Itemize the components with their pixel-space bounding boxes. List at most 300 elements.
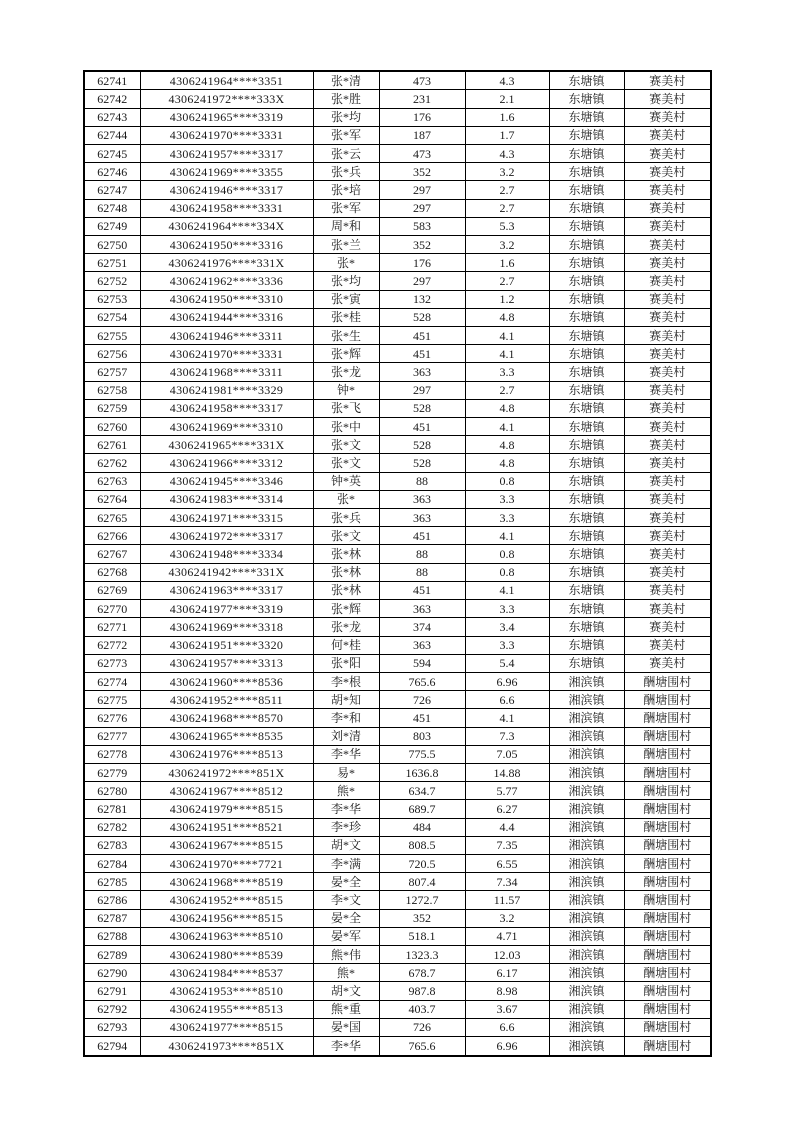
area-cell: 6.6 <box>465 691 549 709</box>
name-cell: 李*珍 <box>313 818 379 836</box>
table-row <box>84 1000 711 1018</box>
area-cell: 3.2 <box>465 163 549 181</box>
table-row <box>84 891 711 909</box>
town-cell: 东塘镇 <box>549 90 624 108</box>
name-cell: 李*华 <box>313 745 379 763</box>
amount-cell: 88 <box>379 472 465 490</box>
table-row <box>84 964 711 982</box>
table-row <box>84 126 711 144</box>
area-cell: 3.3 <box>465 600 549 618</box>
amount-cell: 363 <box>379 509 465 527</box>
village-cell: 酬塘围村 <box>624 836 711 854</box>
amount-cell: 176 <box>379 254 465 272</box>
id-number-cell: 4306241977****8515 <box>140 1018 313 1036</box>
table-row <box>84 163 711 181</box>
area-cell: 5.4 <box>465 654 549 672</box>
town-cell: 湘滨镇 <box>549 727 624 745</box>
id-number-cell: 4306241970****3331 <box>140 126 313 144</box>
area-cell: 4.1 <box>465 345 549 363</box>
id-number-cell: 4306241948****3334 <box>140 545 313 563</box>
id-number-cell: 4306241960****8536 <box>140 672 313 690</box>
village-cell: 赛美村 <box>624 199 711 217</box>
id-number-cell: 4306241964****3351 <box>140 71 313 90</box>
name-cell: 李*满 <box>313 854 379 872</box>
area-cell: 4.1 <box>465 709 549 727</box>
village-cell: 赛美村 <box>624 290 711 308</box>
village-cell: 酬塘围村 <box>624 782 711 800</box>
village-cell: 酬塘围村 <box>624 800 711 818</box>
village-cell: 赛美村 <box>624 71 711 90</box>
table-row <box>84 909 711 927</box>
village-cell: 酬塘围村 <box>624 1018 711 1036</box>
id-number-cell: 4306241967****8512 <box>140 782 313 800</box>
serial-cell: 62754 <box>84 308 140 326</box>
town-cell: 东塘镇 <box>549 563 624 581</box>
serial-cell: 62774 <box>84 672 140 690</box>
serial-cell: 62758 <box>84 381 140 399</box>
town-cell: 湘滨镇 <box>549 964 624 982</box>
id-number-cell: 4306241980****8539 <box>140 945 313 963</box>
serial-cell: 62790 <box>84 964 140 982</box>
village-cell: 赛美村 <box>624 126 711 144</box>
town-cell: 东塘镇 <box>549 272 624 290</box>
amount-cell: 363 <box>379 600 465 618</box>
serial-cell: 62741 <box>84 71 140 90</box>
village-cell: 赛美村 <box>624 181 711 199</box>
name-cell: 熊* <box>313 964 379 982</box>
id-number-cell: 4306241950****3316 <box>140 236 313 254</box>
name-cell: 熊* <box>313 782 379 800</box>
village-cell: 赛美村 <box>624 145 711 163</box>
area-cell: 0.8 <box>465 545 549 563</box>
serial-cell: 62773 <box>84 654 140 672</box>
town-cell: 湘滨镇 <box>549 945 624 963</box>
amount-cell: 297 <box>379 272 465 290</box>
serial-cell: 62755 <box>84 327 140 345</box>
id-number-cell: 4306241967****8515 <box>140 836 313 854</box>
town-cell: 东塘镇 <box>549 71 624 90</box>
amount-cell: 297 <box>379 381 465 399</box>
village-cell: 酬塘围村 <box>624 909 711 927</box>
name-cell: 钟* <box>313 381 379 399</box>
serial-cell: 62789 <box>84 945 140 963</box>
amount-cell: 132 <box>379 290 465 308</box>
town-cell: 湘滨镇 <box>549 982 624 1000</box>
name-cell: 李*文 <box>313 891 379 909</box>
table-row <box>84 636 711 654</box>
table-row <box>84 490 711 508</box>
name-cell: 晏*国 <box>313 1018 379 1036</box>
name-cell: 易* <box>313 763 379 781</box>
serial-cell: 62761 <box>84 436 140 454</box>
id-number-cell: 4306241972****333X <box>140 90 313 108</box>
table-row <box>84 618 711 636</box>
serial-cell: 62782 <box>84 818 140 836</box>
id-number-cell: 4306241946****3311 <box>140 327 313 345</box>
amount-cell: 176 <box>379 108 465 126</box>
amount-cell: 451 <box>379 709 465 727</box>
name-cell: 张*文 <box>313 527 379 545</box>
village-cell: 赛美村 <box>624 490 711 508</box>
serial-cell: 62783 <box>84 836 140 854</box>
area-cell: 1.6 <box>465 108 549 126</box>
name-cell: 张* <box>313 254 379 272</box>
village-cell: 赛美村 <box>624 654 711 672</box>
name-cell: 张* <box>313 490 379 508</box>
area-cell: 11.57 <box>465 891 549 909</box>
town-cell: 东塘镇 <box>549 618 624 636</box>
village-cell: 酬塘围村 <box>624 873 711 891</box>
amount-cell: 1323.3 <box>379 945 465 963</box>
area-cell: 4.8 <box>465 399 549 417</box>
village-cell: 赛美村 <box>624 363 711 381</box>
serial-cell: 62794 <box>84 1036 140 1056</box>
area-cell: 4.8 <box>465 454 549 472</box>
table-row <box>84 982 711 1000</box>
town-cell: 湘滨镇 <box>549 873 624 891</box>
town-cell: 东塘镇 <box>549 454 624 472</box>
serial-cell: 62745 <box>84 145 140 163</box>
serial-cell: 62765 <box>84 509 140 527</box>
village-cell: 赛美村 <box>624 618 711 636</box>
amount-cell: 451 <box>379 418 465 436</box>
area-cell: 1.2 <box>465 290 549 308</box>
amount-cell: 775.5 <box>379 745 465 763</box>
amount-cell: 187 <box>379 126 465 144</box>
table-row <box>84 727 711 745</box>
id-number-cell: 4306241957****3313 <box>140 654 313 672</box>
amount-cell: 352 <box>379 163 465 181</box>
id-number-cell: 4306241968****8570 <box>140 709 313 727</box>
amount-cell: 1272.7 <box>379 891 465 909</box>
town-cell: 湘滨镇 <box>549 800 624 818</box>
id-number-cell: 4306241972****3317 <box>140 527 313 545</box>
id-number-cell: 4306241963****3317 <box>140 581 313 599</box>
table-row <box>84 581 711 599</box>
name-cell: 张*军 <box>313 126 379 144</box>
town-cell: 东塘镇 <box>549 509 624 527</box>
serial-cell: 62753 <box>84 290 140 308</box>
amount-cell: 363 <box>379 636 465 654</box>
village-cell: 酬塘围村 <box>624 854 711 872</box>
town-cell: 东塘镇 <box>549 381 624 399</box>
amount-cell: 451 <box>379 345 465 363</box>
serial-cell: 62764 <box>84 490 140 508</box>
table-row <box>84 290 711 308</box>
serial-cell: 62775 <box>84 691 140 709</box>
town-cell: 湘滨镇 <box>549 818 624 836</box>
amount-cell: 765.6 <box>379 1036 465 1056</box>
village-cell: 赛美村 <box>624 600 711 618</box>
area-cell: 2.7 <box>465 381 549 399</box>
subsidy-table <box>83 70 712 1057</box>
amount-cell: 528 <box>379 399 465 417</box>
amount-cell: 231 <box>379 90 465 108</box>
table-row <box>84 199 711 217</box>
name-cell: 晏*全 <box>313 873 379 891</box>
town-cell: 东塘镇 <box>549 363 624 381</box>
id-number-cell: 4306241944****3316 <box>140 308 313 326</box>
serial-cell: 62744 <box>84 126 140 144</box>
area-cell: 1.6 <box>465 254 549 272</box>
amount-cell: 297 <box>379 199 465 217</box>
amount-cell: 808.5 <box>379 836 465 854</box>
serial-cell: 62756 <box>84 345 140 363</box>
table-row <box>84 327 711 345</box>
table-row <box>84 145 711 163</box>
id-number-cell: 4306241983****3314 <box>140 490 313 508</box>
id-number-cell: 4306241973****851X <box>140 1036 313 1056</box>
name-cell: 何*桂 <box>313 636 379 654</box>
town-cell: 东塘镇 <box>549 199 624 217</box>
town-cell: 东塘镇 <box>549 545 624 563</box>
amount-cell: 689.7 <box>379 800 465 818</box>
area-cell: 7.34 <box>465 873 549 891</box>
table-row <box>84 509 711 527</box>
name-cell: 李*华 <box>313 800 379 818</box>
id-number-cell: 4306241965****3319 <box>140 108 313 126</box>
table-row <box>84 782 711 800</box>
area-cell: 3.3 <box>465 509 549 527</box>
table-row <box>84 818 711 836</box>
serial-cell: 62771 <box>84 618 140 636</box>
serial-cell: 62760 <box>84 418 140 436</box>
id-number-cell: 4306241956****8515 <box>140 909 313 927</box>
town-cell: 东塘镇 <box>549 636 624 654</box>
id-number-cell: 4306241963****8510 <box>140 927 313 945</box>
name-cell: 张*寅 <box>313 290 379 308</box>
town-cell: 湘滨镇 <box>549 709 624 727</box>
town-cell: 东塘镇 <box>549 108 624 126</box>
amount-cell: 803 <box>379 727 465 745</box>
amount-cell: 528 <box>379 436 465 454</box>
village-cell: 赛美村 <box>624 545 711 563</box>
village-cell: 酬塘围村 <box>624 763 711 781</box>
name-cell: 熊*伟 <box>313 945 379 963</box>
area-cell: 4.1 <box>465 327 549 345</box>
table-row <box>84 800 711 818</box>
serial-cell: 62751 <box>84 254 140 272</box>
village-cell: 赛美村 <box>624 436 711 454</box>
name-cell: 李*和 <box>313 709 379 727</box>
area-cell: 3.2 <box>465 909 549 927</box>
id-number-cell: 4306241955****8513 <box>140 1000 313 1018</box>
id-number-cell: 4306241965****331X <box>140 436 313 454</box>
id-number-cell: 4306241951****8521 <box>140 818 313 836</box>
area-cell: 3.67 <box>465 1000 549 1018</box>
id-number-cell: 4306241968****8519 <box>140 873 313 891</box>
id-number-cell: 4306241950****3310 <box>140 290 313 308</box>
name-cell: 张*生 <box>313 327 379 345</box>
id-number-cell: 4306241977****3319 <box>140 600 313 618</box>
area-cell: 12.03 <box>465 945 549 963</box>
village-cell: 赛美村 <box>624 272 711 290</box>
village-cell: 酬塘围村 <box>624 745 711 763</box>
town-cell: 东塘镇 <box>549 327 624 345</box>
serial-cell: 62776 <box>84 709 140 727</box>
amount-cell: 583 <box>379 217 465 235</box>
amount-cell: 765.6 <box>379 672 465 690</box>
id-number-cell: 4306241981****3329 <box>140 381 313 399</box>
id-number-cell: 4306241957****3317 <box>140 145 313 163</box>
village-cell: 酬塘围村 <box>624 945 711 963</box>
serial-cell: 62757 <box>84 363 140 381</box>
area-cell: 6.55 <box>465 854 549 872</box>
table-row <box>84 927 711 945</box>
town-cell: 湘滨镇 <box>549 909 624 927</box>
serial-cell: 62748 <box>84 199 140 217</box>
village-cell: 酬塘围村 <box>624 709 711 727</box>
town-cell: 湘滨镇 <box>549 691 624 709</box>
town-cell: 东塘镇 <box>549 308 624 326</box>
name-cell: 张*云 <box>313 145 379 163</box>
area-cell: 4.8 <box>465 308 549 326</box>
village-cell: 赛美村 <box>624 90 711 108</box>
id-number-cell: 4306241971****3315 <box>140 509 313 527</box>
area-cell: 4.1 <box>465 581 549 599</box>
table-row <box>84 217 711 235</box>
serial-cell: 62768 <box>84 563 140 581</box>
name-cell: 张*兵 <box>313 509 379 527</box>
table-row <box>84 527 711 545</box>
id-number-cell: 4306241979****8515 <box>140 800 313 818</box>
id-number-cell: 4306241965****8535 <box>140 727 313 745</box>
table-row <box>84 363 711 381</box>
table-row <box>84 654 711 672</box>
serial-cell: 62785 <box>84 873 140 891</box>
amount-cell: 88 <box>379 545 465 563</box>
name-cell: 李*华 <box>313 1036 379 1056</box>
name-cell: 张*飞 <box>313 399 379 417</box>
id-number-cell: 4306241970****7721 <box>140 854 313 872</box>
village-cell: 赛美村 <box>624 454 711 472</box>
table-row <box>84 1018 711 1036</box>
town-cell: 东塘镇 <box>549 490 624 508</box>
name-cell: 刘*清 <box>313 727 379 745</box>
town-cell: 湘滨镇 <box>549 763 624 781</box>
area-cell: 0.8 <box>465 472 549 490</box>
name-cell: 张*军 <box>313 199 379 217</box>
amount-cell: 528 <box>379 308 465 326</box>
table-row <box>84 108 711 126</box>
serial-cell: 62791 <box>84 982 140 1000</box>
name-cell: 张*阳 <box>313 654 379 672</box>
serial-cell: 62787 <box>84 909 140 927</box>
amount-cell: 678.7 <box>379 964 465 982</box>
table-row <box>84 672 711 690</box>
id-number-cell: 4306241972****851X <box>140 763 313 781</box>
serial-cell: 62781 <box>84 800 140 818</box>
name-cell: 晏*军 <box>313 927 379 945</box>
area-cell: 4.8 <box>465 436 549 454</box>
serial-cell: 62759 <box>84 399 140 417</box>
table-row <box>84 745 711 763</box>
name-cell: 熊*重 <box>313 1000 379 1018</box>
area-cell: 4.3 <box>465 71 549 90</box>
table-row <box>84 236 711 254</box>
amount-cell: 987.8 <box>379 982 465 1000</box>
town-cell: 湘滨镇 <box>549 927 624 945</box>
serial-cell: 62769 <box>84 581 140 599</box>
serial-cell: 62747 <box>84 181 140 199</box>
village-cell: 赛美村 <box>624 399 711 417</box>
amount-cell: 352 <box>379 909 465 927</box>
town-cell: 东塘镇 <box>549 126 624 144</box>
id-number-cell: 4306241945****3346 <box>140 472 313 490</box>
town-cell: 东塘镇 <box>549 418 624 436</box>
name-cell: 张*辉 <box>313 345 379 363</box>
town-cell: 湘滨镇 <box>549 1000 624 1018</box>
town-cell: 东塘镇 <box>549 399 624 417</box>
serial-cell: 62766 <box>84 527 140 545</box>
serial-cell: 62743 <box>84 108 140 126</box>
area-cell: 8.98 <box>465 982 549 1000</box>
town-cell: 东塘镇 <box>549 290 624 308</box>
amount-cell: 363 <box>379 490 465 508</box>
name-cell: 张*中 <box>313 418 379 436</box>
name-cell: 周*和 <box>313 217 379 235</box>
name-cell: 张*胜 <box>313 90 379 108</box>
name-cell: 张*兵 <box>313 163 379 181</box>
serial-cell: 62793 <box>84 1018 140 1036</box>
name-cell: 张*均 <box>313 108 379 126</box>
serial-cell: 62742 <box>84 90 140 108</box>
town-cell: 东塘镇 <box>549 527 624 545</box>
area-cell: 0.8 <box>465 563 549 581</box>
table-row <box>84 545 711 563</box>
town-cell: 东塘镇 <box>549 163 624 181</box>
area-cell: 14.88 <box>465 763 549 781</box>
area-cell: 6.27 <box>465 800 549 818</box>
area-cell: 3.3 <box>465 363 549 381</box>
area-cell: 2.7 <box>465 272 549 290</box>
village-cell: 赛美村 <box>624 563 711 581</box>
town-cell: 湘滨镇 <box>549 854 624 872</box>
town-cell: 东塘镇 <box>549 472 624 490</box>
town-cell: 湘滨镇 <box>549 745 624 763</box>
name-cell: 张*龙 <box>313 363 379 381</box>
amount-cell: 451 <box>379 527 465 545</box>
name-cell: 晏*全 <box>313 909 379 927</box>
village-cell: 酬塘围村 <box>624 982 711 1000</box>
village-cell: 酬塘围村 <box>624 1000 711 1018</box>
id-number-cell: 4306241969****3355 <box>140 163 313 181</box>
id-number-cell: 4306241958****3331 <box>140 199 313 217</box>
village-cell: 酬塘围村 <box>624 891 711 909</box>
village-cell: 赛美村 <box>624 308 711 326</box>
amount-cell: 1636.8 <box>379 763 465 781</box>
name-cell: 张*辉 <box>313 600 379 618</box>
town-cell: 东塘镇 <box>549 145 624 163</box>
id-number-cell: 4306241951****3320 <box>140 636 313 654</box>
id-number-cell: 4306241966****3312 <box>140 454 313 472</box>
amount-cell: 634.7 <box>379 782 465 800</box>
name-cell: 张*林 <box>313 563 379 581</box>
table-row <box>84 308 711 326</box>
id-number-cell: 4306241952****8511 <box>140 691 313 709</box>
amount-cell: 484 <box>379 818 465 836</box>
town-cell: 东塘镇 <box>549 436 624 454</box>
table-row <box>84 873 711 891</box>
table-row <box>84 399 711 417</box>
town-cell: 湘滨镇 <box>549 891 624 909</box>
amount-cell: 451 <box>379 327 465 345</box>
name-cell: 张*林 <box>313 581 379 599</box>
table-row <box>84 763 711 781</box>
area-cell: 7.3 <box>465 727 549 745</box>
village-cell: 赛美村 <box>624 345 711 363</box>
serial-cell: 62767 <box>84 545 140 563</box>
